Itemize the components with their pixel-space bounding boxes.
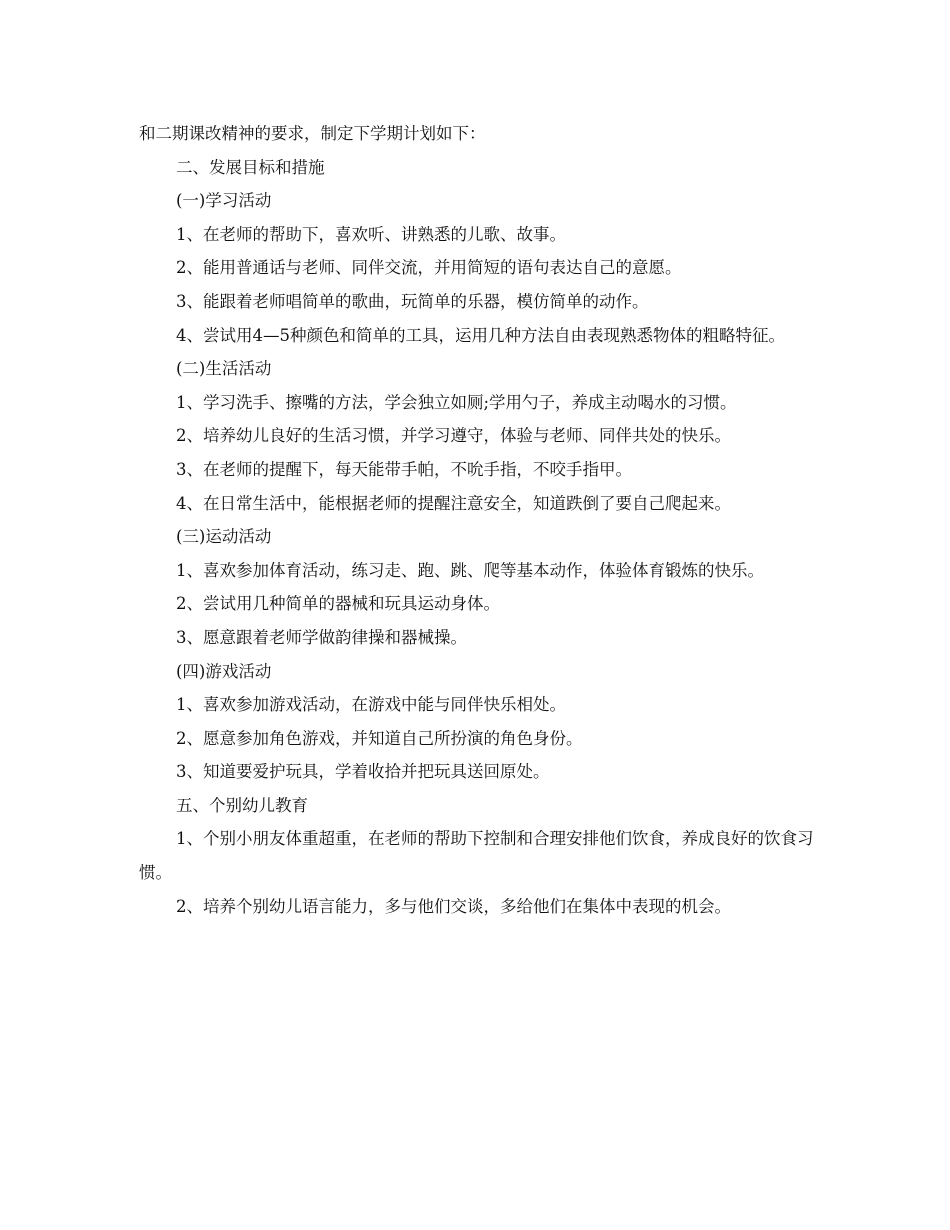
paragraph-intro: 和二期课改精神的要求，制定下学期计划如下： [139,124,486,143]
list-item: 3、能跟着老师唱简单的歌曲，玩简单的乐器，模仿简单的动作。 [176,291,649,311]
subsection-heading-life: (二)生活活动 [176,359,272,379]
list-item: 2、尝试用几种简单的器械和玩具运动身体。 [176,594,500,614]
list-item: 1、学习洗手、擦嘴的方法，学会独立如厕;学用勺子，养成主动喝水的习惯。 [176,392,737,412]
list-item: 1、喜欢参加游戏活动，在游戏中能与同伴快乐相处。 [176,695,566,715]
list-item: 2、培养幼儿良好的生活习惯，并学习遵守，体验与老师、同伴共处的快乐。 [176,426,731,446]
subsection-heading-sports: (三)运动活动 [176,527,272,547]
document-body [139,117,819,923]
section-heading-goals: 二、发展目标和措施 [176,157,325,177]
list-item: 4、在日常生活中，能根据老师的提醒注意安全，知道跌倒了要自己爬起来。 [176,493,731,513]
list-item: 1、个别小朋友体重超重，在老师的帮助下控制和合理安排他们饮食，养成良好的饮食习惯。 [139,829,814,883]
section-heading-individual: 五、个别幼儿教育 [176,795,308,815]
list-item: 1、喜欢参加体育活动，练习走、跑、跳、爬等基本动作，体验体育锻炼的快乐。 [176,560,764,580]
list-item: 2、能用普通话与老师、同伴交流，并用简短的语句表达自己的意愿。 [176,258,682,278]
subsection-heading-learning: (一)学习活动 [176,191,272,211]
subsection-heading-games: (四)游戏活动 [176,661,272,681]
list-item: 3、在老师的提醒下，每天能带手帕，不吮手指，不咬手指甲。 [176,459,632,479]
list-item: 3、愿意跟着老师学做韵律操和器械操。 [176,627,467,647]
list-item: 1、在老师的帮助下，喜欢听、讲熟悉的儿歌、故事。 [176,224,566,244]
list-item: 2、培养个别幼儿语言能力，多与他们交谈，多给他们在集体中表现的机会。 [176,896,731,916]
list-item: 4、尝试用4—5种颜色和简单的工具，运用几种方法自由表现熟悉物体的粗略特征。 [176,325,785,345]
list-item: 3、知道要爱护玩具，学着收拾并把玩具送回原处。 [176,762,550,782]
list-item: 2、愿意参加角色游戏，并知道自己所扮演的角色身份。 [176,728,583,748]
